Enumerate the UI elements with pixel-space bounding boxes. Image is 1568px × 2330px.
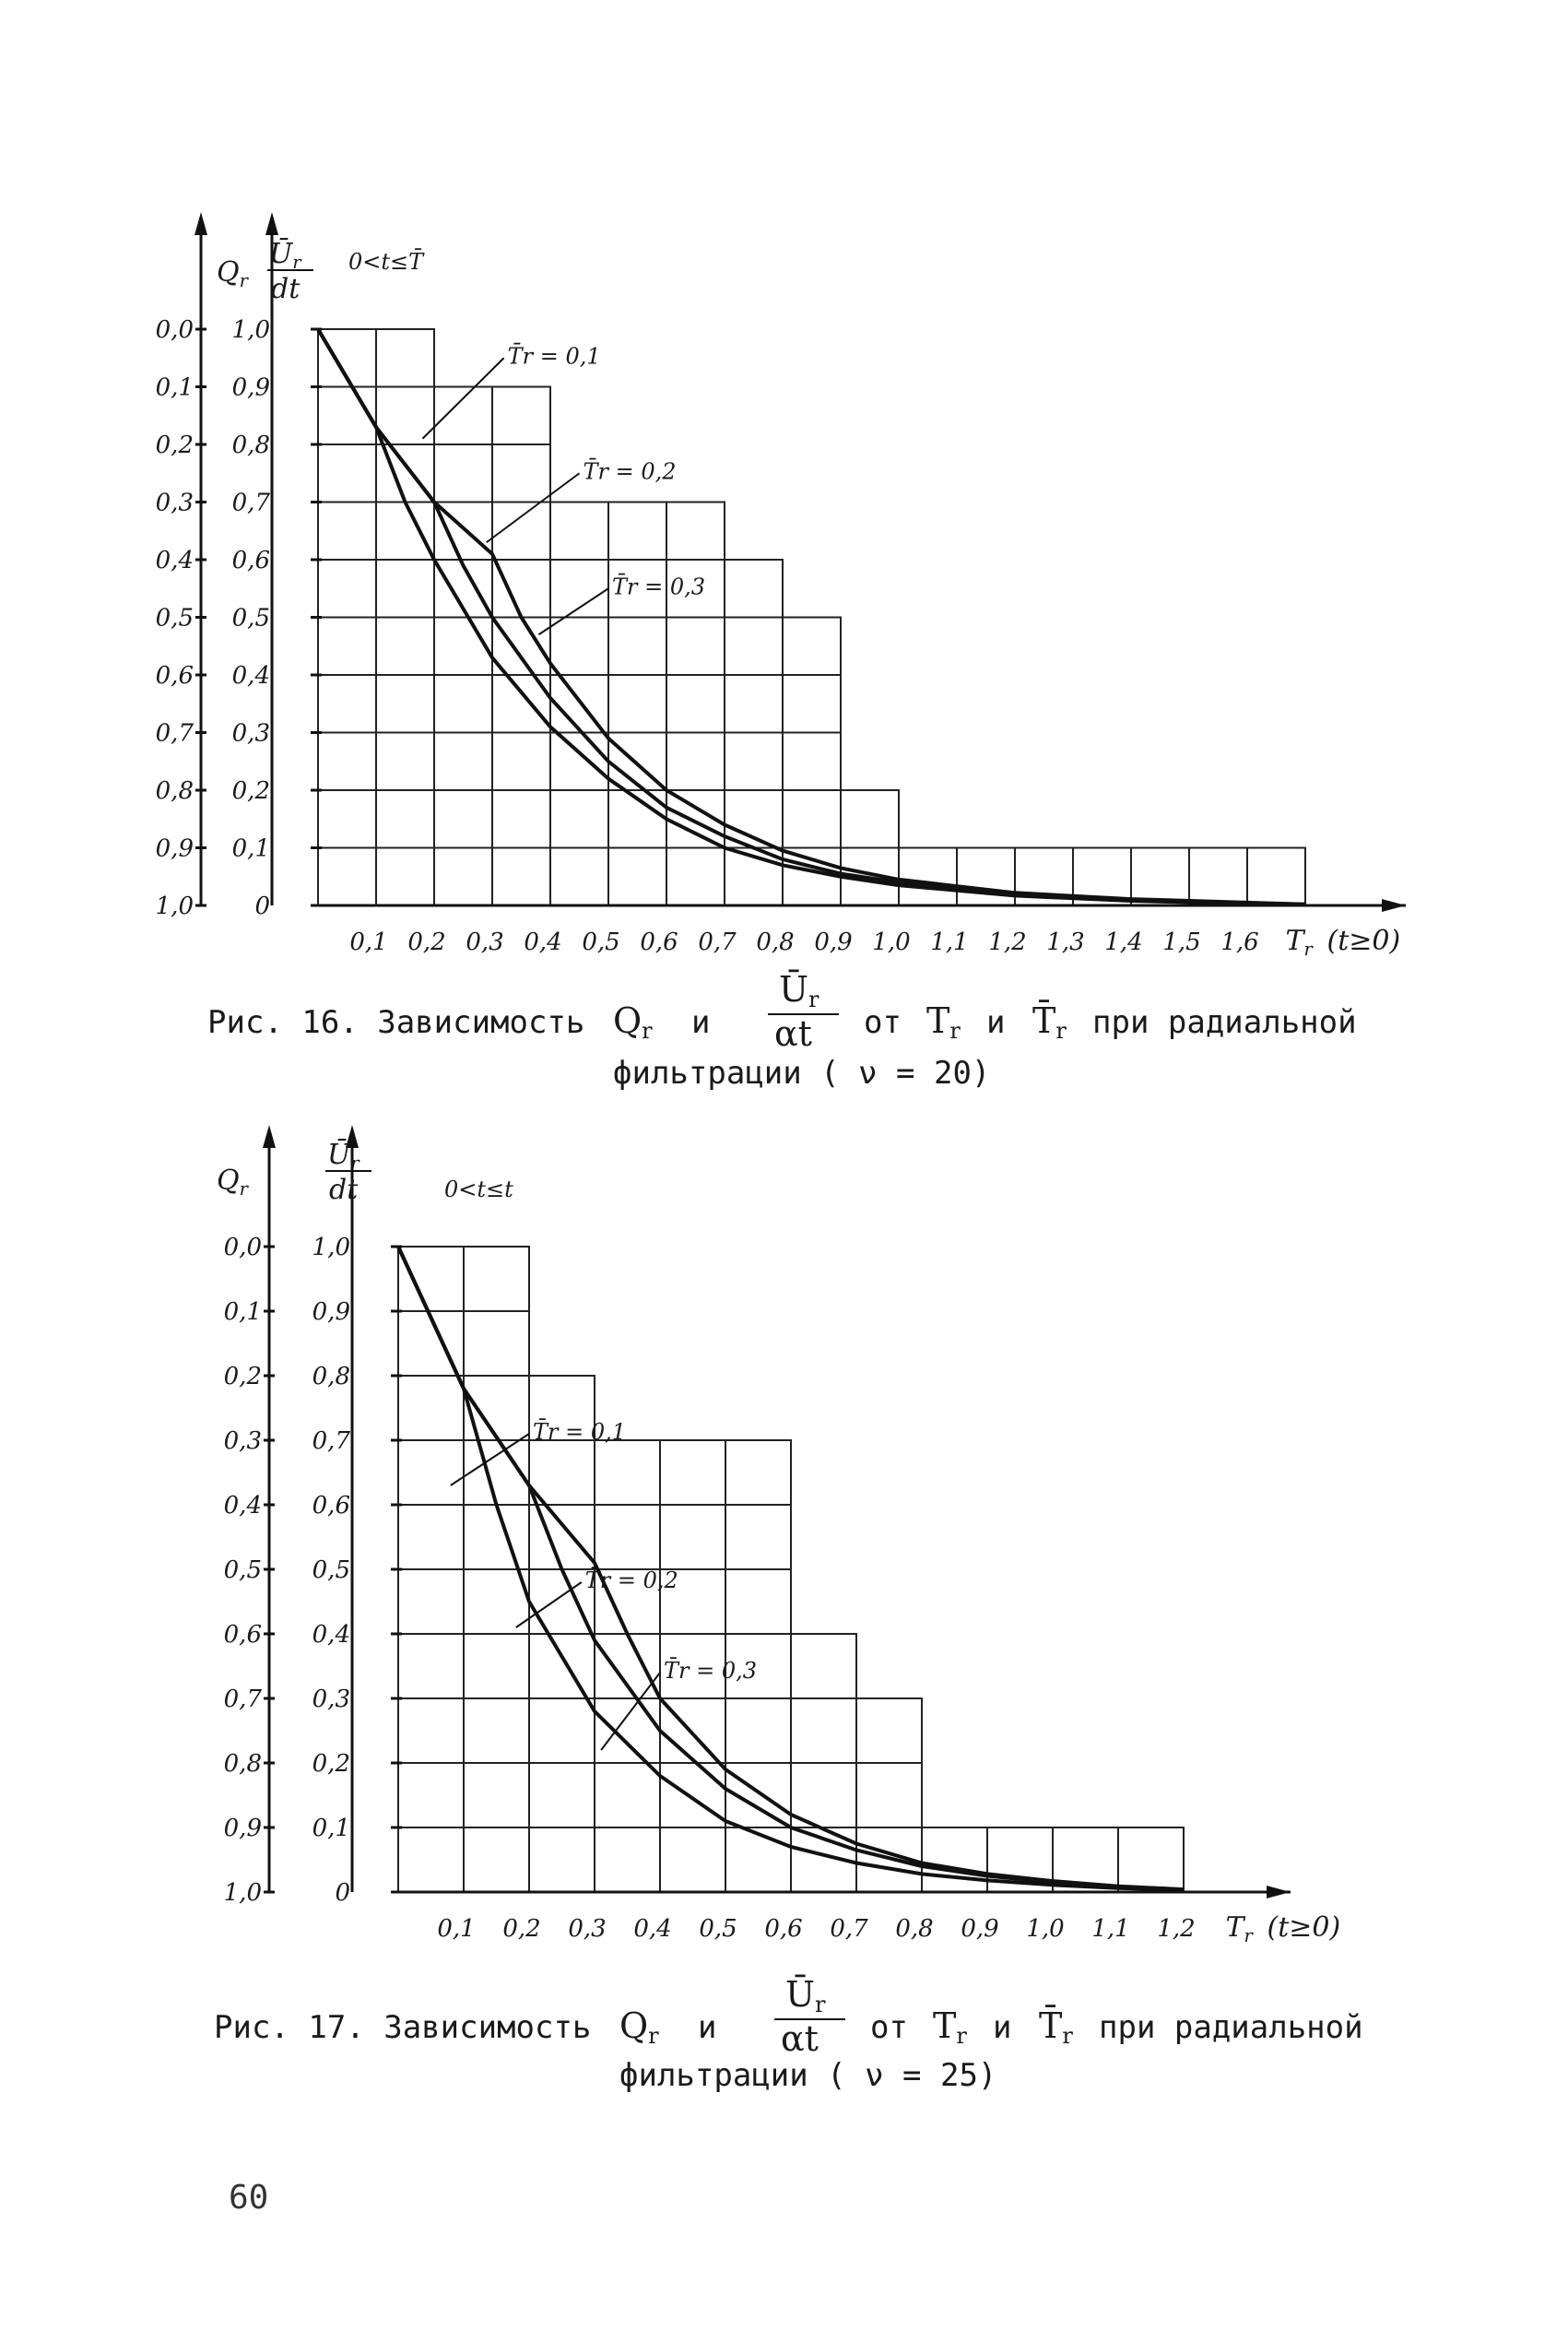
q-tick-label: 0,1 <box>155 373 194 402</box>
series-label-3: T̄r = 0,3 <box>612 574 706 600</box>
y-axis-label-den: dt <box>329 1174 359 1206</box>
q-tick-label: 0,3 <box>155 489 194 517</box>
y-tick-label: 0,1 <box>231 834 270 863</box>
series-label-2: T̄r = 0,2 <box>583 458 677 485</box>
y-tick-label: 0,1 <box>312 1815 350 1842</box>
caption-frac-num: Ūr <box>785 1974 826 2017</box>
q-tick-label: 0,3 <box>223 1427 262 1455</box>
q-axis-label: $Q_r$ <box>217 1165 248 1200</box>
y-axis-label-num: $Ū_r$ <box>269 238 301 273</box>
q-tick-label: 0,7 <box>223 1685 262 1713</box>
q-tick-label: 0,0 <box>223 1234 262 1261</box>
caption-t: Tr <box>926 1000 961 1044</box>
x-tick-label: 0,4 <box>633 1915 672 1943</box>
x-tick-label: 0,6 <box>640 928 678 956</box>
caption-and2: и <box>986 1004 1006 1041</box>
caption-tbar: T̄r <box>1032 1000 1067 1044</box>
x-tick-label: 1,2 <box>1157 1915 1196 1943</box>
caption-and1: и <box>698 2009 717 2046</box>
y-tick-label: 0,6 <box>312 1492 350 1520</box>
q-tick-label: 1,0 <box>223 1879 262 1907</box>
y-tick-label: 0 <box>335 1879 350 1907</box>
caption-frac-den: αt <box>781 2018 819 2059</box>
x-tick-label: 1,1 <box>1091 1915 1130 1943</box>
caption-and2: и <box>993 2009 1012 2046</box>
caption-line2: фильтрации ( ν = 20) <box>613 1055 991 1092</box>
y-tick-label: 0,6 <box>231 547 270 574</box>
y-tick-label: 0,5 <box>231 604 270 633</box>
y-tick-label: 0,8 <box>312 1363 350 1390</box>
condition-label: 0<t≤t <box>444 1177 513 1202</box>
x-tick-label: 1,6 <box>1220 928 1259 956</box>
y-tick-label: 1,0 <box>312 1234 350 1261</box>
y-tick-label: 0,4 <box>312 1621 350 1649</box>
x-tick-label: 0,1 <box>437 1915 476 1943</box>
q-tick-label: 0,9 <box>223 1815 262 1842</box>
y-tick-label: 0 <box>254 893 270 920</box>
x-tick-label: 0,8 <box>895 1915 934 1943</box>
y-tick-label: 0,4 <box>231 662 270 690</box>
series-label-2: T̄r = 0,2 <box>584 1567 678 1593</box>
x-tick-label: 0,4 <box>524 928 562 956</box>
x-tick-label: 0,9 <box>814 928 853 956</box>
y-tick-label: 1,0 <box>231 316 270 344</box>
q-tick-label: 0,1 <box>223 1298 262 1326</box>
x-tick-label: 0,3 <box>568 1915 607 1943</box>
y-tick-label: 0,2 <box>312 1750 350 1778</box>
caption-from: от <box>864 1004 902 1041</box>
q-tick-label: 0,2 <box>155 432 194 459</box>
caption-frac-num: Ūr <box>779 969 819 1012</box>
q-tick-label: 0,8 <box>223 1750 262 1778</box>
x-tick-label: 0,2 <box>407 928 446 956</box>
x-axis-label: $T_r$ <box>1285 925 1313 960</box>
x-axis-label: $T_r$ <box>1225 1911 1253 1946</box>
caption-q: Qr <box>619 2005 659 2049</box>
caption-tbar: T̄r <box>1039 2005 1073 2049</box>
y-tick-label: 0,3 <box>312 1685 350 1713</box>
x-tick-label: 0,1 <box>349 928 388 956</box>
caption-suffix: при радиальной <box>1099 2009 1363 2046</box>
x-tick-label: 0,6 <box>764 1915 803 1943</box>
x-tick-label: 0,7 <box>698 928 737 956</box>
condition-label: 0<t≤T̄ <box>348 249 424 275</box>
x-tick-label: 1,4 <box>1104 928 1143 956</box>
q-tick-label: 0,5 <box>155 604 194 633</box>
x-tick-label: 1,0 <box>872 928 911 956</box>
y-tick-label: 0,9 <box>312 1298 350 1326</box>
y-tick-label: 0,8 <box>231 432 270 459</box>
q-tick-label: 0,2 <box>223 1363 262 1390</box>
q-tick-label: 0,4 <box>223 1492 262 1520</box>
q-tick-label: 1,0 <box>155 893 194 920</box>
x-axis-condition: (t≥0) <box>1326 925 1401 957</box>
x-tick-label: 1,2 <box>988 928 1027 956</box>
q-tick-label: 0,6 <box>223 1621 262 1649</box>
caption-q: Qr <box>613 1000 653 1044</box>
q-axis-label: $Q_r$ <box>217 256 248 291</box>
y-tick-label: 0,5 <box>312 1556 350 1584</box>
x-tick-label: 0,8 <box>756 928 795 956</box>
x-tick-label: 1,0 <box>1026 1915 1065 1943</box>
page-number: 60 <box>229 2179 269 2217</box>
caption-line2: фильтрации ( ν = 25) <box>619 2057 997 2094</box>
y-tick-label: 0,7 <box>231 489 270 517</box>
series-label-3: T̄r = 0,3 <box>664 1658 758 1684</box>
x-tick-label: 1,1 <box>930 928 969 956</box>
caption-from: от <box>870 2009 908 2046</box>
x-tick-label: 0,5 <box>699 1915 737 1943</box>
y-axis-label-num: $Ū_r$ <box>327 1139 360 1174</box>
caption-prefix: Рис. 16. Зависимость <box>207 1004 585 1041</box>
q-tick-label: 0,8 <box>155 777 194 805</box>
q-tick-label: 0,4 <box>155 547 194 574</box>
y-tick-label: 0,7 <box>312 1427 350 1455</box>
caption-and1: и <box>691 1004 711 1041</box>
x-tick-label: 1,5 <box>1162 928 1201 956</box>
q-tick-label: 0,9 <box>155 834 194 863</box>
x-tick-label: 0,9 <box>961 1915 999 1943</box>
q-tick-label: 0,0 <box>155 316 194 344</box>
x-tick-label: 0,3 <box>466 928 504 956</box>
x-tick-label: 0,2 <box>502 1915 541 1943</box>
series-label-1: T̄r = 0,1 <box>507 343 601 370</box>
y-tick-label: 0,9 <box>231 373 270 402</box>
y-axis-label-den: dt <box>271 273 301 305</box>
x-tick-label: 0,5 <box>582 928 620 956</box>
series-label-1: T̄r = 0,1 <box>533 1419 627 1445</box>
caption-t: Tr <box>933 2005 967 2049</box>
caption-prefix: Рис. 17. Зависимость <box>214 2009 592 2046</box>
x-tick-label: 0,7 <box>830 1915 868 1943</box>
caption-frac-den: αt <box>774 1013 812 1054</box>
q-tick-label: 0,7 <box>155 719 194 748</box>
q-tick-label: 0,5 <box>223 1556 262 1584</box>
y-tick-label: 0,3 <box>231 719 270 748</box>
caption-suffix: при радиальной <box>1092 1004 1357 1041</box>
y-tick-label: 0,2 <box>231 777 270 805</box>
q-tick-label: 0,6 <box>155 662 194 690</box>
x-tick-label: 1,3 <box>1046 928 1085 956</box>
x-axis-condition: (t≥0) <box>1267 1911 1341 1944</box>
